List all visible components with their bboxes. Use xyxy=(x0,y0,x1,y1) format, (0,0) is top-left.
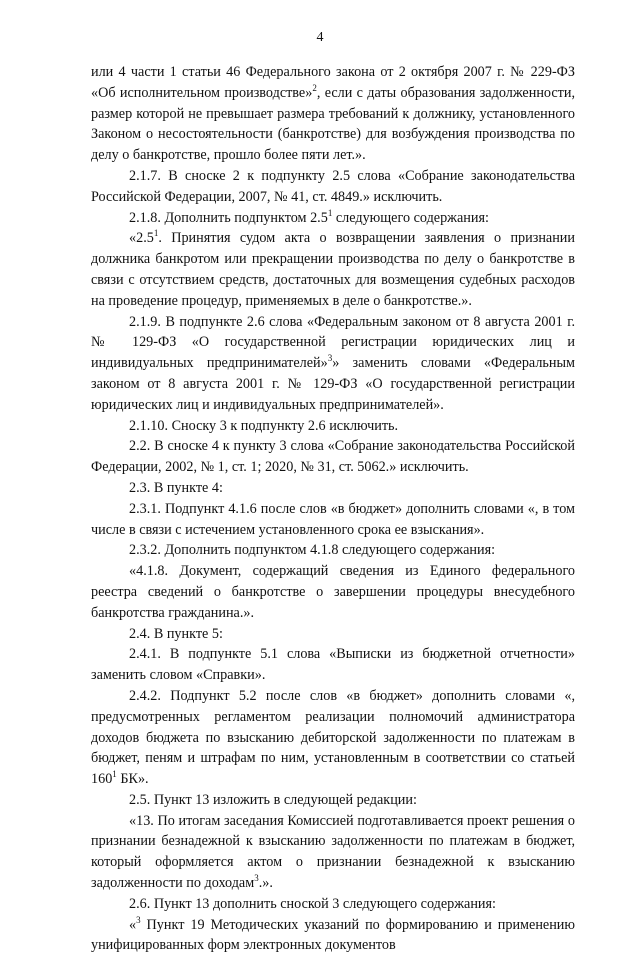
paragraph-2-2: 2.2. В сноске 4 к пункту 3 слова «Собрание законодательства Российской Федерации, 2002, № 1, ст. 1; 2020, № 31, ст. 5062.» исключить. xyxy=(91,438,575,476)
paragraph-2-4-1: 2.4.1. В подпункте 5.1 слова «Выписки из бюджетной отчетности» заменить словом «Справки». xyxy=(91,646,575,684)
paragraph-2-1-7: 2.1.7. В сноске 2 к подпункту 2.5 слова «Собрание законодательства Российской Федерации, 2007, № 41, ст. 4849.» исключить. xyxy=(91,167,575,205)
superscript: 1 xyxy=(153,228,159,239)
superscript: 1 xyxy=(112,769,117,780)
paragraph-2-3: 2.3. В пункте 4: xyxy=(129,479,223,496)
document-body xyxy=(91,62,575,956)
paragraph-2-4-2: 2.4.2. Подпункт 5.2 после слов «в бюджет» дополнить словами «, предусмотренных регламентом реализации полномочий администратора доходов бюджета по взысканию дебиторской задолженности по платежам в бюджет, пеням и штрафам по ним, установленным в соответствии со статьей $160^1$ БК». xyxy=(91,687,575,788)
paragraph-2-1-8: 2.1.8. Дополнить подпунктом $2.5^1$ следующего содержания: xyxy=(129,207,489,226)
paragraph-2-5-1-quote: «$2.5^1$. Принятия судом акта о возвращении заявления о признании должника банкротом или прекращении производства по делу о банкротстве в связи с отсутствием средств, достаточных для возмещения судебных расходов на проведение процедур, применяемых в деле о банкротстве.». xyxy=(91,228,575,309)
footnote-ref: 3 xyxy=(327,353,333,364)
paragraph-2-4: 2.4. В пункте 5: xyxy=(129,625,223,642)
footnote-ref: 1 xyxy=(327,207,333,218)
paragraph-2-3-2: 2.3.2. Дополнить подпунктом 4.1.8 следующего содержания: xyxy=(129,542,496,559)
paragraph-2-1-10: 2.1.10. Сноску 3 к подпункту 2.6 исключить. xyxy=(129,417,399,434)
footnote-mark: 3 xyxy=(136,914,141,925)
paragraph-4-1-8-quote: «4.1.8. Документ, содержащий сведения из Единого федерального реестра сведений о банкротстве о завершении процедуры внесудебного банкротства гражданина.». xyxy=(91,563,575,621)
paragraph-2-5: 2.5. Пункт 13 изложить в следующей редакции: xyxy=(129,791,417,808)
page-number: 4 xyxy=(316,30,324,45)
paragraph-2-3-1: 2.3.1. Подпункт 4.1.6 после слов «в бюджет» дополнить словами «, в том числе в связи с истечением установленного срока ее взыскания». xyxy=(91,500,575,538)
footnote-3-quote: «$^3$ Пункт 19 Методических указаний по формированию и применению унифицированных форм электронных документов xyxy=(91,914,575,954)
footnote-ref: 2 xyxy=(312,82,317,93)
paragraph-continuation: или 4 части 1 статьи 46 Федерального закона от 2 октября 2007 г. № 229-ФЗ «Об исполнительном производстве»$^2$, если с даты образования задолженности, размер которой не превышает размера требований к должнику, установленного Законом о несостоятельности (банкротстве) для возбуждения производства по делу о банкротстве, прошло более пяти лет.». xyxy=(91,64,575,164)
footnote-ref: 3 xyxy=(254,873,259,884)
paragraph-13-quote: «13. По итогам заседания Комиссией подготавливается проект решения о признании безнадежной к взысканию задолженности по платежам в бюджет, который оформляется актом о признании безнадежной к взысканию задолженности по доходам$^3$.». xyxy=(91,812,575,892)
paragraph-2-6: 2.6. Пункт 13 дополнить сноской 3 следующего содержания: xyxy=(129,895,496,912)
paragraph-2-1-9: 2.1.9. В подпункте 2.6 слова «Федеральным законом от 8 августа 2001 г. № 129-ФЗ «О государственной регистрации юридических лиц и индивидуальных предпринимателей»$^3$» заменить словами «Федеральным законом от 8 августа 2001 г. № 129-ФЗ «О государственной регистрации юридических лиц и индивидуальных предпринимателей». xyxy=(91,313,576,413)
